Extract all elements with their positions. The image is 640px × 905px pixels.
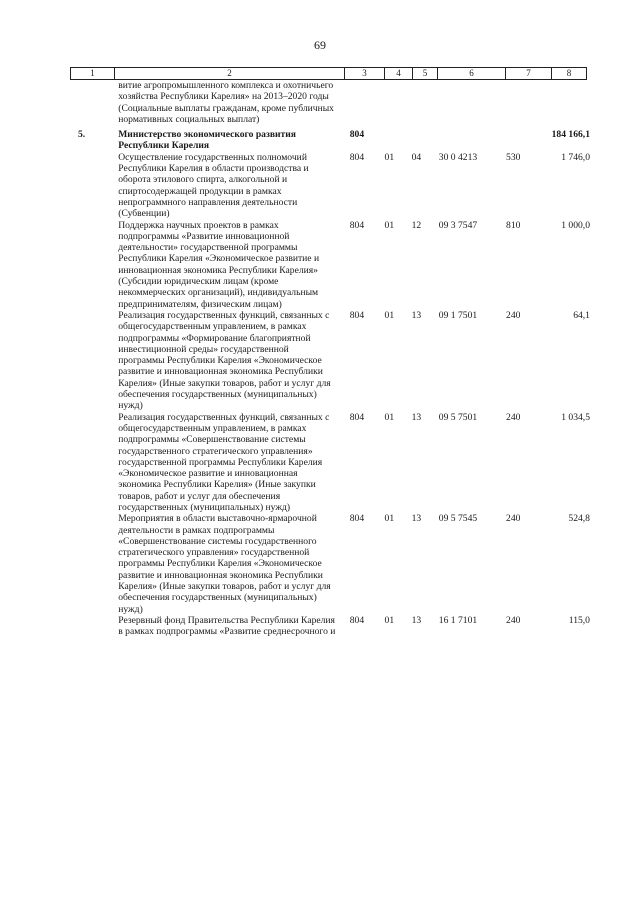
header-col-1: 1 bbox=[71, 68, 115, 79]
row-csr: 09 1 7501 bbox=[438, 309, 478, 321]
row-name: Поддержка научных проектов в рамках подпрограммы «Развитие инновационной деятельности» государственной программы Республики Карелия «Экономическое развитие и инновационная экономика Республики Карелия» (Субсидии юридическим лицам (кроме некоммерческих организаций), индивидуальным предпринимателям, физическим лицам) bbox=[118, 219, 320, 310]
row-vr: 810 bbox=[506, 219, 521, 231]
row-name: Реализация государственных функций, связанных с общегосударственным управлением, в рамках подпрограммы «Формирование благоприятной инвестиционной среды» государственной программы Республики Карелия «Экономическое развитие и инновационная экономика Республики Карелия» (Иные закупки товаров, работ и услуг для обеспечения государственных (муниципальных) нужд) bbox=[118, 309, 331, 412]
row-number: 5. bbox=[78, 129, 86, 141]
row-csr: 09 3 7547 bbox=[438, 219, 478, 231]
row-sum: 1 034,5 bbox=[561, 411, 590, 423]
header-col-5: 5 bbox=[413, 68, 438, 79]
row-pr: 13 bbox=[411, 411, 422, 423]
row-ved: 804 bbox=[349, 219, 365, 231]
table-row bbox=[70, 615, 590, 638]
table-body bbox=[70, 80, 590, 638]
row-sum: 1 746,0 bbox=[561, 151, 590, 163]
row-sum: 1 000,0 bbox=[561, 219, 590, 231]
row-rz: 01 bbox=[384, 411, 395, 423]
row-pr: 13 bbox=[411, 513, 422, 525]
table-header bbox=[70, 67, 587, 80]
row-name: витие агропромышленного комплекса и охотничьего хозяйства Республики Карелия» на 2013–2020 годы (Социальные выплаты гражданам, кроме публичных нормативных социальных выплат) bbox=[118, 80, 334, 125]
row-csr: 09 5 7501 bbox=[438, 411, 478, 423]
row-ved: 804 bbox=[349, 411, 365, 423]
row-vr: 240 bbox=[506, 309, 521, 321]
row-rz: 01 bbox=[384, 614, 395, 626]
row-ved: 804 bbox=[349, 309, 365, 321]
header-col-2: 2 bbox=[115, 68, 345, 79]
row-name: Мероприятия в области выставочно-ярмарочной деятельности в рамках подпрограммы «Совершенствование системы государственного стратегического управления» государственной программы Республики Карелия «Экономическое развитие и инновационная экономика Республики Карелия» (Иные закупки товаров, работ и услуг для обеспечения государственных (муниципальных) нужд) bbox=[118, 513, 331, 615]
row-sum: 115,0 bbox=[568, 614, 590, 626]
row-csr: 16 1 7101 bbox=[438, 614, 478, 626]
row-sum: 184 166,1 bbox=[551, 129, 590, 141]
table-row bbox=[70, 220, 590, 310]
table-row bbox=[70, 412, 590, 514]
header-col-8: 8 bbox=[566, 68, 572, 78]
row-rz: 01 bbox=[384, 151, 395, 163]
row-pr: 04 bbox=[411, 151, 422, 163]
row-csr: 09 5 7545 bbox=[438, 513, 478, 525]
header-col-3: 3 bbox=[345, 68, 385, 79]
page-number: 69 bbox=[314, 38, 326, 52]
row-pr: 13 bbox=[411, 309, 422, 321]
row-ved: 804 bbox=[349, 614, 365, 626]
row-pr: 12 bbox=[411, 219, 422, 231]
table-row bbox=[70, 310, 590, 412]
row-vr: 240 bbox=[506, 411, 521, 423]
row-name: Реализация государственных функций, связанных с общегосударственным управлением, в рамках подпрограммы «Совершенствование системы государственного стратегического управления» государственной программы Республики Карелия «Экономическое развитие и инновационная экономика Республики Карелия» (Иные закупки товаров, работ и услуг для обеспечения государственных (муниципальных) нужд) bbox=[118, 411, 330, 513]
row-vr: 530 bbox=[506, 151, 521, 163]
row-rz: 01 bbox=[384, 513, 395, 525]
row-name: Осуществление государственных полномочий Республики Карелия в области производства и оборота этилового спирта, алкогольной и спиртосодержащей продукции в рамках непрограммного направления деятельности (Субвенции) bbox=[118, 151, 309, 220]
row-rz: 01 bbox=[384, 219, 395, 231]
row-vr: 240 bbox=[506, 614, 521, 626]
row-ved: 804 bbox=[349, 513, 365, 525]
row-pr: 13 bbox=[411, 614, 422, 626]
header-col-6: 6 bbox=[438, 68, 506, 79]
header-col-4: 4 bbox=[385, 68, 413, 79]
row-sum: 64,1 bbox=[573, 309, 590, 321]
row-rz: 01 bbox=[384, 309, 395, 321]
table-row bbox=[70, 80, 590, 125]
row-ved: 804 bbox=[349, 129, 365, 141]
table-row bbox=[70, 129, 590, 152]
table-row bbox=[70, 152, 590, 220]
row-ved: 804 bbox=[349, 151, 365, 163]
table-row bbox=[70, 513, 590, 615]
row-name: Резервный фонд Правительства Республики Карелия в рамках подпрограммы «Развитие среднесрочного и bbox=[118, 614, 336, 638]
row-csr: 30 0 4213 bbox=[438, 151, 478, 163]
row-name: Министерство экономического развития Республики Карелия bbox=[118, 129, 296, 152]
row-sum: 524,8 bbox=[568, 513, 590, 525]
row-vr: 240 bbox=[506, 513, 521, 525]
header-col-7: 7 bbox=[506, 68, 552, 79]
